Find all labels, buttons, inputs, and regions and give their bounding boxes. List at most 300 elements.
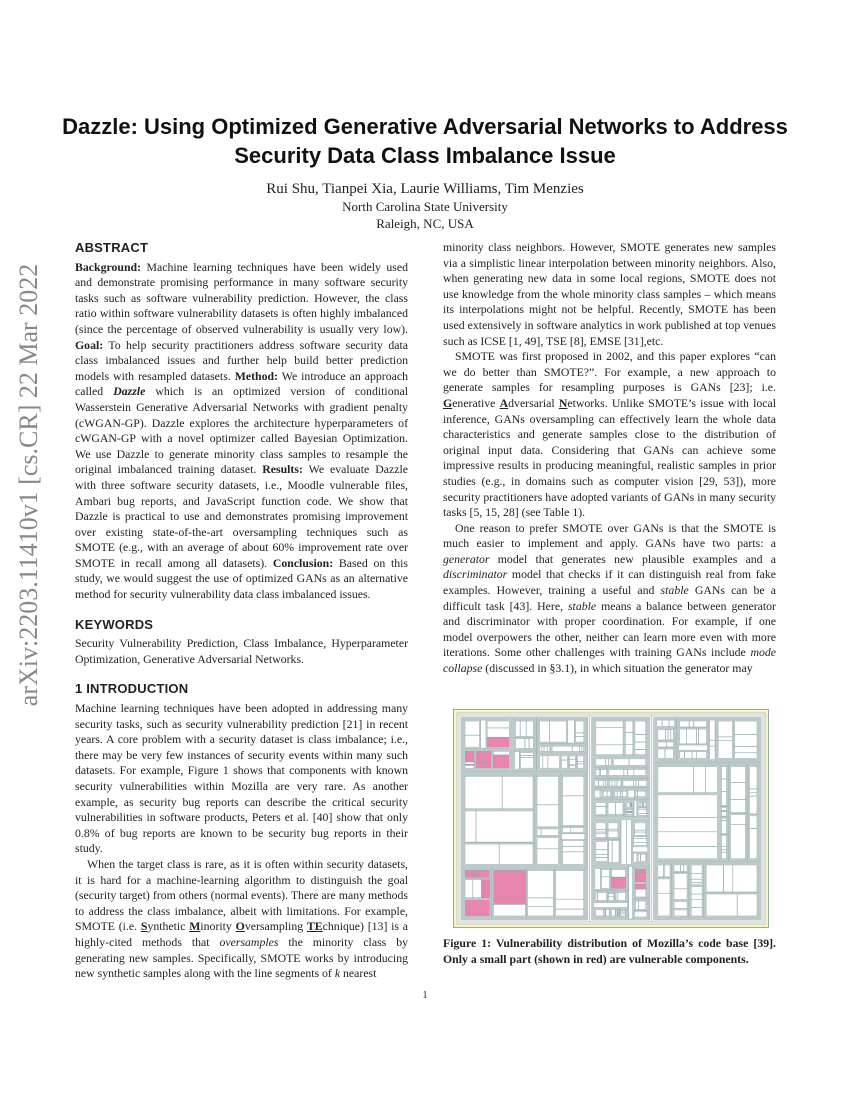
treemap-cell: [597, 893, 606, 901]
treemap-cell: [618, 909, 619, 916]
treemap-cell: [680, 729, 687, 744]
treemap-cell: [548, 756, 559, 768]
right-paragraph-2: [443, 349, 776, 521]
treemap-cell: [499, 844, 533, 864]
results-text: We evaluate Dazzle with three software security datasets, i.e., Moodle vulnerable files, Ambari bug reports, and JavaScript function code. We show that Dazzle is practical to use and demonstrates promising improvement over existing state-of-the-art oversampling techniques such as SMOTE (e.g., with an average of about 60% improvement rate over SMOTE in recall among all datasets).: [75, 462, 408, 570]
page-number: 1: [422, 990, 428, 1001]
treemap-cell: [606, 759, 609, 766]
keywords-heading: KEYWORDS: [75, 616, 154, 632]
treemap-cell: [629, 866, 633, 919]
treemap-cell: [561, 834, 585, 840]
treemap-cell: [621, 791, 623, 797]
smote-letter-s: S: [140, 919, 148, 934]
treemap-cell: [476, 811, 533, 842]
treemap-cell: [625, 733, 633, 745]
treemap-cell: [721, 808, 726, 811]
treemap-cell: [596, 823, 606, 830]
treemap-cell: [665, 749, 674, 758]
gan-letter-g: G: [443, 395, 453, 410]
treemap-cell: [521, 758, 534, 769]
right-p3-d: GANs can be a difficult task [43]. Here,: [443, 583, 776, 613]
treemap-cell: [737, 894, 757, 916]
vulnerable-cell: [475, 870, 490, 877]
treemap-cell: [710, 740, 716, 746]
treemap-cell: [671, 729, 674, 740]
treemap-cell: [731, 800, 746, 813]
treemap-cell: [721, 846, 726, 849]
treemap-cell: [537, 838, 558, 849]
vulnerable-cell: [494, 870, 526, 898]
background-text: Machine learning techniques have been widely used and demonstrate promising performance in many software security tasks such as software vulnerability prediction. However, the class ratio within software vulnerability datasets is often highly imbalanced (since the percentage of observed vulnerability is usually very low).: [75, 259, 408, 336]
vulnerable-cell: [476, 751, 491, 762]
gan-letter-n: N: [558, 395, 568, 410]
treemap-cell: [521, 756, 534, 758]
treemap-cell: [607, 791, 611, 797]
treemap-cell: [665, 865, 670, 877]
results-label: Results:: [262, 462, 303, 477]
abstract-text: [75, 260, 408, 603]
treemap-cell: [674, 865, 681, 872]
treemap-cell: [596, 850, 608, 855]
arxiv-identifier: [4, 263, 54, 707]
treemap-cell: [576, 721, 584, 733]
right-p3-b: model that generates new plausible examples and a: [497, 551, 777, 566]
treemap-cell: [680, 721, 690, 727]
treemap-cell: [622, 791, 627, 797]
smote-letter-m: M: [189, 919, 201, 934]
treemap-cell: [731, 783, 746, 800]
treemap-cell: [692, 751, 696, 758]
treemap-cell: [596, 909, 604, 916]
treemap-cell: [617, 791, 620, 797]
treemap-cell: [691, 873, 702, 879]
treemap-cell: [721, 836, 726, 847]
treemap-cell: [616, 803, 623, 815]
smote-word-4: chnique) [13] is a highly-cited methods that: [75, 919, 409, 949]
treemap-cell: [465, 765, 474, 768]
background-label: Background:: [75, 259, 141, 274]
treemap-cell: [618, 893, 626, 901]
treemap-cell: [691, 894, 702, 899]
conclusion-text: Based on this study, we would suggest the use of optimized GANs as an alternative method for security vulnerability data class imbalanced issues.: [75, 555, 409, 602]
treemap-cell: [465, 762, 474, 764]
treemap-cell: [608, 759, 611, 766]
treemap-cell: [613, 759, 629, 766]
treemap-cell: [658, 749, 665, 758]
treemap-cell: [596, 842, 608, 850]
treemap-cell: [561, 756, 567, 760]
treemap-cell: [632, 847, 647, 852]
treemap-cell: [718, 721, 732, 737]
treemap-cell: [706, 894, 737, 916]
vulnerable-cell: [635, 869, 646, 872]
treemap-cell: [465, 721, 480, 735]
treemap-cell: [595, 790, 600, 798]
treemap-cell: [685, 751, 693, 758]
treemap-cell: [657, 720, 662, 726]
treemap-cell: [658, 795, 718, 818]
treemap-cell: [537, 776, 558, 805]
vulnerable-cell: [611, 877, 625, 888]
treemap-cell: [465, 880, 473, 898]
treemap-cell: [706, 865, 724, 892]
treemap-cell: [465, 844, 499, 864]
right-p3-f: (discussed in §3.1), in which situation the generator may: [485, 661, 753, 676]
treemap-cell: [691, 882, 702, 884]
treemap-cell: [731, 766, 746, 782]
treemap-cell: [665, 729, 668, 740]
treemap-cell: [487, 728, 509, 737]
treemap-cell: [638, 813, 647, 815]
treemap-cell: [596, 803, 606, 807]
smote-word-1: ynthetic: [147, 919, 186, 934]
treemap-cell: [658, 818, 718, 832]
treemap-cell: [750, 793, 757, 796]
treemap-cell: [734, 747, 757, 753]
author-affiliation: North Carolina State University: [342, 199, 508, 214]
treemap-cell: [596, 834, 606, 838]
treemap-cell: [487, 721, 509, 728]
smote-word-3: versampling: [244, 919, 304, 934]
treemap-cell: [608, 894, 614, 897]
treemap-cell: [632, 803, 633, 808]
treemap-cell: [721, 766, 726, 779]
treemap-cell: [608, 897, 614, 901]
treemap-cell: [680, 751, 685, 758]
treemap-cell: [609, 781, 612, 787]
treemap-cell: [668, 729, 671, 740]
treemap-cell: [562, 828, 571, 833]
treemap-cell: [542, 746, 544, 752]
treemap-cell: [627, 813, 632, 815]
treemap-cell: [625, 744, 633, 755]
vulnerable-cell: [465, 900, 470, 916]
treemap-cell: [521, 752, 534, 755]
treemap-cell: [514, 751, 519, 769]
treemap-cell: [635, 750, 646, 755]
conclusion-label: Conclusion:: [272, 555, 334, 570]
treemap-cell: [601, 877, 609, 889]
stable-emph-1: stable: [660, 583, 689, 598]
gan-word-2: dversarial: [508, 395, 555, 410]
author-location: Raleigh, NC, USA: [376, 216, 474, 231]
treemap-cell: [679, 745, 708, 750]
treemap-cell: [596, 721, 623, 727]
treemap-cell: [636, 781, 639, 787]
treemap-cell: [639, 901, 646, 910]
treemap-cell: [540, 721, 550, 742]
gan-word-1: enerative: [452, 395, 496, 410]
treemap-cell: [658, 729, 666, 740]
treemap-cell: [721, 791, 726, 805]
treemap-cell: [556, 909, 584, 916]
treemap-cell: [601, 869, 609, 877]
treemap-cell: [721, 852, 726, 859]
treemap-cell: [561, 760, 567, 768]
treemap-cell: [537, 849, 558, 865]
treemap-cell: [605, 781, 607, 787]
treemap-cell: [638, 781, 646, 787]
treemap-cell: [718, 737, 732, 740]
vulnerable-cell: [635, 884, 646, 889]
treemap-cell: [623, 781, 633, 787]
treemap-cell: [603, 791, 607, 797]
treemap-cell: [611, 869, 625, 877]
treemap-cell: [502, 776, 533, 809]
treemap-cell: [733, 865, 757, 892]
treemap-cell: [635, 901, 638, 910]
treemap-cell: [681, 865, 684, 872]
author-block: [60, 180, 790, 232]
treemap-cell: [629, 759, 646, 766]
treemap-cell: [608, 823, 618, 829]
treemap-cell: [608, 803, 616, 815]
treemap-cell: [621, 914, 626, 916]
treemap-cell: [562, 847, 584, 852]
gan-letter-a: A: [499, 395, 509, 410]
treemap-cell: [731, 824, 746, 859]
method-label: Method:: [234, 368, 278, 383]
right-p2-a: SMOTE was first proposed in 2002, and this paper explores “can we do better than SMOTE?”. For example, a new approach to generate samples for resampling purposes is GANs [23]; i.e.: [443, 349, 776, 395]
treemap-cell: [473, 880, 482, 898]
treemap-cell: [526, 721, 533, 736]
treemap-cell: [635, 735, 646, 743]
treemap-cell: [537, 829, 541, 836]
treemap-cell: [658, 766, 694, 792]
treemap-cell: [718, 740, 732, 758]
arxiv-identifier-text: arXiv:2203.11410v1 [cs.CR] 22 Mar 2022: [14, 263, 43, 707]
goal-text: To help security practitioners address software security data class imbalanced issues and further help build better prediction models with resampled datasets.: [75, 337, 408, 383]
treemap-cell: [606, 909, 610, 916]
treemap-cell: [465, 776, 502, 809]
treemap-cell: [515, 738, 525, 748]
treemap-cell: [556, 899, 584, 909]
treemap-cell: [644, 803, 646, 807]
discriminator-emph: discriminator: [443, 567, 508, 582]
intro-p2-c: nearest: [343, 966, 377, 981]
treemap-cell: [550, 721, 567, 742]
vulnerable-cell: [494, 898, 526, 905]
introduction-heading: 1 INTRODUCTION: [75, 681, 189, 697]
treemap-cell: [576, 733, 584, 736]
treemap-cell: [612, 781, 615, 787]
method-text-pre: We introduce an approach called: [75, 368, 409, 399]
treemap-cell: [608, 831, 618, 838]
treemap-cell: [641, 854, 646, 861]
vulnerable-cell: [481, 880, 483, 898]
treemap-cell: [596, 858, 608, 862]
treemap-cell: [750, 816, 757, 829]
figure-1-treemap: [453, 709, 769, 928]
treemap-cell: [633, 843, 646, 846]
treemap-cell: [520, 721, 526, 736]
treemap-cell: [493, 751, 509, 755]
intro-paragraph-1: Machine learning techniques have been adopted in addressing many security tasks, such as security vulnerability prediction [21] in recent years. A core problem with a security dataset is class imbalance; i.e., there may be very few instances of security events within many such datasets. For example, Figure 1 shows that components with known security vulnerabilities within Mozilla are very rare. As another example, as security bug reports can describe the critical security vulnerabilities in software products, Peters et al. [40] show that only 0.8% of bug reports are known to be security bug reports in their study.: [75, 701, 408, 856]
treemap-cell: [515, 721, 520, 736]
vulnerable-cell: [465, 870, 475, 877]
treemap-cell: [699, 729, 707, 744]
right-column: [443, 240, 776, 677]
treemap-cell: [547, 746, 550, 752]
paper-title: Dazzle: Using Optimized Generative Adversarial Networks to Address Security Data Class Imbalance Issue: [62, 114, 788, 168]
treemap-cell: [634, 912, 647, 917]
treemap-cell: [691, 879, 702, 882]
mode-collapse-emph: mode collapse: [443, 645, 776, 676]
intro-p2-b: the minority class by generating new samples. Specifically, SMOTE works by introducing new synthetic samples along with the line segments of: [75, 934, 408, 981]
treemap-cell: [481, 720, 487, 748]
treemap-cell: [528, 898, 554, 907]
treemap-cell: [465, 811, 476, 842]
treemap-cell: [609, 841, 613, 863]
vulnerable-cell: [470, 900, 490, 916]
treemap-cell: [694, 766, 706, 792]
treemap-cell: [633, 781, 636, 787]
vulnerable-cell: [484, 880, 490, 898]
generator-emph: generator: [443, 551, 490, 566]
vulnerable-cell: [465, 751, 474, 762]
treemap-cell: [674, 889, 687, 900]
treemap-cell: [669, 720, 674, 726]
treemap-cell: [568, 720, 575, 743]
treemap-cell: [638, 810, 647, 814]
smote-word-2: inority: [200, 919, 232, 934]
treemap-cell: [626, 820, 631, 865]
treemap-cell: [569, 756, 575, 760]
treemap-cell: [596, 807, 606, 815]
treemap-cell: [734, 735, 757, 747]
treemap-cell: [596, 745, 623, 755]
treemap-cell: [638, 854, 641, 861]
treemap-cell: [721, 820, 726, 833]
right-p3-e: means a balance between generator and discriminator with proper coordination. For example, if one model overpowers the other, neither can learn more even with more iterations. Some other challenges with training GANs include: [443, 598, 776, 660]
treemap-cell: [691, 907, 702, 916]
treemap-cell: [556, 870, 584, 899]
treemap-cell: [572, 746, 579, 752]
treemap-cell: [684, 865, 687, 872]
treemap-cell: [634, 801, 637, 817]
treemap-cell: [562, 776, 584, 796]
author-names: Rui Shu, Tianpei Xia, Laurie Williams, Tim Menzies: [266, 181, 584, 197]
treemap-cell: [596, 727, 623, 745]
treemap-cell: [540, 756, 543, 768]
treemap-cell: [691, 865, 702, 874]
method-text-post: which is an optimized version of conditional Wasserstein Generative Adversarial Networks with gradient penalty (cWGAN-GP). Dazzle explores the architecture hyperparameters of cWGAN-GP with a novel optimizer called Bayesian Optimization. We use Dazzle to generate minority class samples to resample the original imbalanced training dataset.: [75, 384, 409, 477]
treemap-cell: [624, 769, 628, 775]
treemap-cell: [627, 803, 630, 808]
treemap-cell: [579, 746, 582, 752]
right-p3-a: One reason to prefer SMOTE over GANs is that the SMOTE is much easier to implement and apply. GANs have two parts: a: [443, 520, 776, 551]
vulnerable-cell: [635, 873, 646, 882]
treemap-cell: [689, 721, 694, 727]
treemap-cell: [571, 828, 584, 833]
treemap-cell: [635, 889, 646, 897]
smote-letter-o: O: [235, 919, 245, 934]
treemap-cell: [638, 791, 646, 797]
treemap-cell: [674, 874, 687, 889]
treemap-cell: [578, 764, 584, 768]
treemap-cell: [595, 781, 599, 787]
treemap-cell: [750, 829, 757, 859]
vulnerable-cell: [493, 755, 509, 768]
treemap-cell: [658, 832, 718, 847]
abstract-heading: ABSTRACT: [75, 240, 149, 255]
treemap-cell: [658, 893, 670, 916]
treemap-cell: [541, 829, 558, 836]
treemap-cell: [633, 838, 646, 843]
treemap-cell: [666, 742, 673, 747]
treemap-graphic: [454, 710, 768, 927]
treemap-cell: [705, 766, 717, 792]
treemap-cell: [731, 815, 746, 825]
treemap-cell: [615, 781, 617, 787]
right-paragraph-3: [443, 521, 776, 677]
treemap-cell: [552, 746, 572, 752]
treemap-cell: [596, 830, 606, 833]
right-paragraph-1: minority class neighbors. However, SMOTE generates new samples via a simplistic linear interpolation between minority neighbors. Also, when generating new data in some local regions, SMOTE does not use knowledge from the whole minority class samples – which means its interpolations might not be helpful. Recently, SMOTE has been used extensively in software analytics in work published at top venues such as ICSE [1, 49], TSE [8], EMSE [31],etc.: [443, 240, 776, 348]
treemap-cell: [537, 805, 558, 827]
treemap-cell: [694, 721, 707, 727]
right-p3-c: model that checks if it can distinguish real from fake examples. However, training a useful and: [443, 567, 776, 598]
method-name: Dazzle: [113, 384, 146, 399]
treemap-cell: [674, 901, 687, 908]
treemap-cell: [562, 840, 584, 846]
goal-label: Goal:: [75, 337, 104, 352]
treemap-cell: [635, 742, 646, 750]
treemap-cell: [724, 865, 733, 892]
treemap-cell: [494, 904, 526, 916]
treemap-cell: [734, 753, 757, 759]
treemap-cell: [658, 879, 670, 893]
treemap-cell: [750, 766, 757, 789]
treemap-cell: [750, 796, 757, 814]
treemap-cell: [691, 899, 702, 907]
treemap-cell: [525, 738, 529, 748]
treemap-cell: [578, 756, 584, 762]
treemap-cell: [635, 721, 646, 735]
treemap-cell: [528, 870, 554, 898]
treemap-cell: [634, 769, 646, 775]
treemap-cell: [595, 868, 601, 889]
treemap-cell: [582, 746, 584, 752]
treemap-cell: [576, 736, 584, 742]
treemap-cell: [594, 903, 628, 908]
treemap-cell: [750, 789, 757, 793]
intro-p2-a: When the target class is rare, as it is often within security datasets, it is hard for a machine-learning algorithm to distinguish the goal (security target) from others (normal events). There are many methods to address the class imbalance, albeit with limitations. For example, SMOTE (i.e.: [75, 856, 408, 934]
vulnerable-cell: [487, 737, 509, 747]
treemap-cell: [635, 791, 637, 797]
treemap-cell: [609, 769, 624, 775]
treemap-cell: [569, 765, 575, 768]
treemap-cell: [734, 721, 757, 735]
treemap-cell: [615, 791, 617, 797]
treemap-cell: [634, 832, 645, 835]
treemap-cell: [658, 847, 718, 859]
treemap-cell: [528, 907, 554, 916]
stable-emph-2: stable: [567, 598, 597, 613]
treemap-cell: [600, 769, 606, 775]
treemap-cell: [465, 735, 480, 747]
treemap-cell: [628, 769, 634, 775]
treemap-cell: [710, 746, 716, 759]
k-variable: k: [334, 966, 341, 981]
treemap-cell: [529, 738, 534, 748]
treemap-cell: [596, 759, 606, 766]
smote-letter-te: TE: [306, 919, 323, 934]
treemap-cell: [691, 886, 702, 894]
treemap-cell: [611, 909, 615, 916]
treemap-cell: [710, 720, 716, 740]
treemap-cell: [634, 823, 645, 830]
